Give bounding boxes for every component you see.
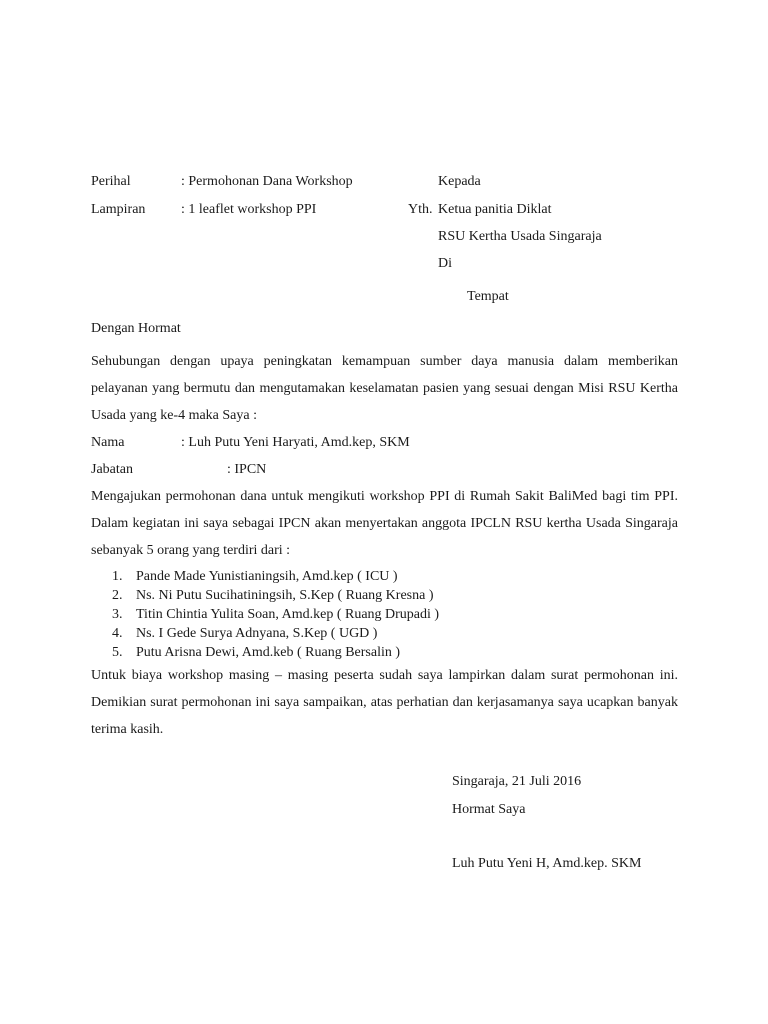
jabatan-value: : IPCN [227, 462, 267, 477]
signature-name: Luh Putu Yeni H, Amd.kep. SKM [452, 856, 642, 871]
participant-name: Pande Made Yunistianingsih, Amd.kep ( ICU ) [136, 569, 398, 584]
address-recipient: Ketua panitia Diklat [438, 202, 552, 217]
signature-closing: Hormat Saya [452, 802, 526, 817]
signature-place-date: Singaraja, 21 Juli 2016 [452, 774, 582, 789]
list-number: 4. [112, 626, 123, 641]
list-number: 1. [112, 569, 123, 584]
jabatan-label: Jabatan [91, 462, 133, 477]
address-tempat: Tempat [467, 289, 509, 304]
address-institution: RSU Kertha Usada Singaraja [438, 229, 602, 244]
address-di: Di [438, 256, 452, 271]
participant-name: Ns. Ni Putu Sucihatiningsih, S.Kep ( Ruang Kresna ) [136, 588, 434, 603]
participant-name: Ns. I Gede Surya Adnyana, S.Kep ( UGD ) [136, 626, 378, 641]
perihal-value: : Permohonan Dana Workshop [181, 174, 353, 189]
paragraph-request: Mengajukan permohonan dana untuk mengikuti workshop PPI di Rumah Sakit BaliMed bagi tim PPI. Dalam kegiatan ini saya sebagai IPCN akan menyertakan anggota IPCLN RSU kertha Usada Singaraja sebanyak 5 orang yang terdiri dari : [91, 489, 678, 558]
list-number: 3. [112, 607, 123, 622]
greeting: Dengan Hormat [91, 321, 181, 336]
address-yth: Yth. [408, 202, 433, 217]
address-kepada: Kepada [438, 174, 481, 189]
paragraph-intro: Sehubungan dengan upaya peningkatan kemampuan sumber daya manusia dalam memberikan pelayanan yang bermutu dan mengutamakan keselamatan pasien yang sesuai dengan Misi RSU Kertha Usada yang ke-4 maka Saya : [91, 354, 678, 423]
lampiran-label: Lampiran [91, 202, 146, 217]
list-number: 2. [112, 588, 123, 603]
nama-label: Nama [91, 435, 125, 450]
participant-name: Titin Chintia Yulita Soan, Amd.kep ( Ruang Drupadi ) [136, 607, 440, 622]
perihal-label: Perihal [91, 174, 131, 189]
list-number: 5. [112, 645, 123, 660]
nama-value: : Luh Putu Yeni Haryati, Amd.kep, SKM [181, 435, 410, 450]
lampiran-value: : 1 leaflet workshop PPI [181, 202, 317, 217]
participant-name: Putu Arisna Dewi, Amd.keb ( Ruang Bersalin ) [136, 645, 401, 660]
paragraph-closing: Untuk biaya workshop masing – masing peserta sudah saya lampirkan dalam surat permohonan ini. Demikian surat permohonan ini saya sampaikan, atas perhatian dan kerjasamanya saya ucapkan banyak terima kasih. [91, 668, 678, 737]
